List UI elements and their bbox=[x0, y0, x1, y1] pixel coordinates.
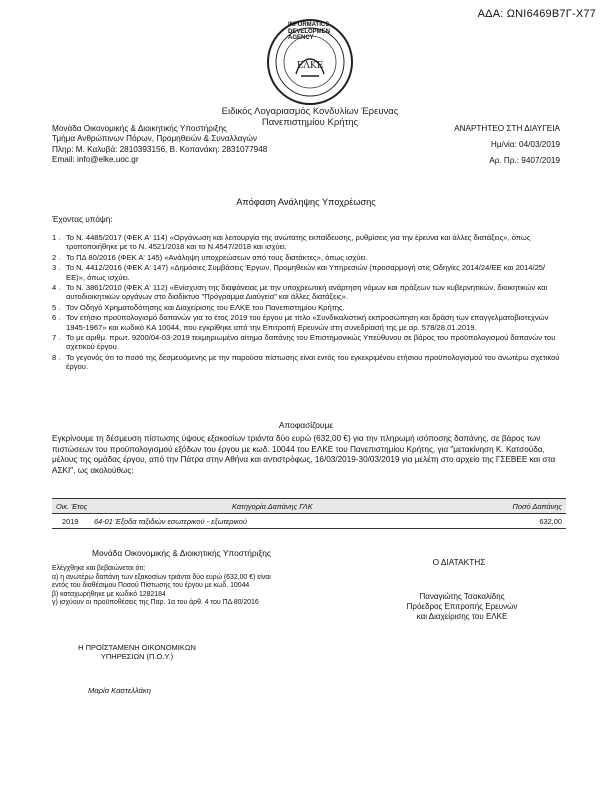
table-row bbox=[52, 514, 566, 529]
doc-meta bbox=[454, 124, 560, 166]
verification-block: Ελέγχθηκε και βεβαιώνεται ότι: α) η ανωτέρω δαπάνη των εξακοσίων τριάντα δύο ευρώ (632,00 €) είναι εντός του διαθέσιμου Ποσού Πίστωσης του έργου με κωδ. 10044 β) καταχωρήθηκε με κωδικό 1282184 γ) ισχύουν οι προϋποθέσεις της Παρ. 1α του άρθ. 4 του ΠΔ 80/2016 bbox=[52, 565, 271, 607]
seal-text: ΕΛΚΕ bbox=[296, 61, 324, 71]
list-item: 4 . Το Ν. 3861/2010 (ΦΕΚ Α' 112) «Ενίσχυση της διαφάνειας με την υποχρεωτική ανάρτηση νόμων και πράξεων των κυβερνητικών, διοικητικών και αυτοδιοικητικών οργάνων στο διαδίκτυο "Πρόγραμμα Διαύγεια" και άλλες διατάξεις». bbox=[52, 283, 548, 302]
dept-name: Τμήμα Ανθρώπινων Πόρων, Προμηθειών & Συναλλαγών bbox=[52, 134, 257, 144]
sender-block bbox=[52, 124, 382, 166]
org-name: Μονάδα Οικονομικής & Διοικητικής Υποστήριξης bbox=[52, 124, 227, 133]
expense-table bbox=[52, 498, 566, 529]
cell-amount: 632,00 bbox=[539, 517, 562, 526]
logo-caption: Ειδικός Λογαριασμός Κονδυλίων Έρευνας Πανεπιστημίου Κρήτης bbox=[221, 106, 399, 128]
considerations-list bbox=[52, 233, 562, 373]
list-item: 1 . Το Ν. 4485/2017 (ΦΕΚ Α' 114) «Οργάνωση και λειτουργία της ανώτατης εκπαίδευσης, ρυθμίσεις για την έρευνα και άλλες διατάξεις», όπως τροποποιήθηκε με το Ν. 4521/2018 και το Ν.4547/2018 και ισχύει. bbox=[52, 233, 531, 252]
col-amount: Ποσό Δαπάνης bbox=[512, 502, 562, 511]
decision-heading: Αποφασίζουμε bbox=[278, 420, 334, 430]
signatory-name: Μαρία Καστελλάκη bbox=[88, 686, 151, 695]
considering-label: Έχοντας υπόψη: bbox=[52, 215, 113, 224]
posted-label: ΑΝΑΡΤΗΤΕΟ ΣΤΗ ΔΙΑΥΓΕΙΑ bbox=[454, 124, 560, 133]
list-item: 5 . Τον Οδηγό Χρηματοδότησης και Διαχείρισης του ΕΛΚΕ του Πανεπιστημίου Κρήτης. bbox=[52, 302, 345, 312]
doc-date: Ημ/νία: 04/03/2019 bbox=[490, 140, 560, 150]
col-category: Κατηγορία Δαπάνης ΓΛΚ bbox=[232, 502, 313, 511]
decision-text: Εγκρίνουμε τη δέσμευση πίστωσης ύψους εξακοσίων τριάντα δύο ευρώ (632,00 €) για την πληρωμή ισόποσης δαπάνης, σε βάρος των πιστώσεων του προϋπολογισμού εξόδων του έργου με κωδ. 10044 του ΕΛΚΕ του Πανεπιστημίου Κρήτης, για "μετακίνηση Κ. Κατσούδα, μέλους της ομάδας έργου, από την Πάτρα στην Αθήνα και αντιστρόφως, 16/03/2019-30/03/2019 για μελέτη στο αρχείο της ΓΣΕΒΕΕ και στα ΑΣΚΙ", ως ακολούθως: bbox=[52, 434, 556, 475]
list-item: 8 . Το γεγονός ότι το ποσό της δεσμευόμενης με την παρούσα πίστωσης είναι εντός του εγκεκριμένου ετήσιου προϋπολογισμού του ανωτέρω σχετικού έργου. bbox=[52, 352, 560, 372]
approver-role: και Διαχείρισης του ΕΛΚΕ bbox=[416, 612, 508, 622]
cell-year: 2019 bbox=[62, 517, 79, 526]
finance-dept-head: Η ΠΡΟΪΣΤΑΜΕΝΗ ΟΙΚΟΝΟΜΙΚΩΝ ΥΠΗΡΕΣΙΩΝ (Π.Ο.Υ.) bbox=[78, 643, 196, 662]
cell-category: 64-01 Έξοδα ταξιδιών εσωτερικού - εξωτερικού bbox=[94, 517, 247, 526]
ada-code: ΑΔΑ: ΩΝΙ6469Β7Γ-Χ77 bbox=[477, 8, 596, 20]
left-signatory-title: Μονάδα Οικονομικής & Διοικητικής Υποστήριξης bbox=[92, 548, 271, 558]
protocol-number: Αρ. Πρ.: 9407/2019 bbox=[489, 155, 560, 165]
list-item: 2 . Το ΠΔ 80/2016 (ΦΕΚ Α' 145) «Ανάληψη υποχρεώσεων από τους διατάκτες», όπως ισχύει. bbox=[52, 252, 368, 262]
approver-title: Ο ΔΙΑΤΑΚΤΗΣ bbox=[432, 557, 486, 567]
elke-logo bbox=[200, 18, 420, 130]
col-year: Οικ. Έτος bbox=[56, 502, 88, 511]
page-title: Απόφαση Ανάληψης Υποχρέωσης bbox=[236, 197, 376, 207]
approver-name: Παναγιώτης Τσακαλίδης bbox=[419, 592, 505, 601]
list-item: 3 . Το Ν. 4412/2016 (ΦΕΚ Α' 147) «Δημόσιες Συμβάσεις Έργων, Προμηθειών και Υπηρεσιών (προσαρμογή στις Οδηγίες 2014/24/ΕΕ και 2014/25/ΕΕ)», όπως ισχύει. bbox=[52, 263, 546, 282]
list-item: 7 . Το με αριθμ. πρωτ. 9200/04-03-2019 τεκμηριωμένο αίτημα δαπάνης του Επιστημονικώς Υπεύθυνου σε βάρος του προϋπολογισμού δαπανών του σχετικού έργου. bbox=[52, 333, 556, 352]
approver-block bbox=[392, 592, 532, 623]
approver-role: Πρόεδρος Επιτροπής Ερευνών bbox=[406, 602, 518, 612]
contact-line: Πληρ: Μ. Καλυβά: 2810393156, Β. Κοπανάκη: 2831077948 bbox=[52, 144, 268, 154]
list-item: 6 . Τον ετήσιο προϋπολογισμό δαπανών για το έτος 2019 του έργου με τίτλο «Συνδικαλιστική εκπροσώπηση και δράση των επαγγελματοβιοτεχνών 1945-1967» και κωδικό ΚΑ 10044, που εγκρίθηκε από την Επιτροπή Ερευνών στη συνεδρίασή της με αρ. 578/28.01.2019. bbox=[52, 313, 549, 332]
agency-tag: INFORMATICS DEVELOPMEN AGENCY bbox=[288, 22, 331, 41]
email-line: Email: info@elke.uoc.gr bbox=[52, 155, 139, 165]
table-header-row bbox=[52, 498, 566, 514]
